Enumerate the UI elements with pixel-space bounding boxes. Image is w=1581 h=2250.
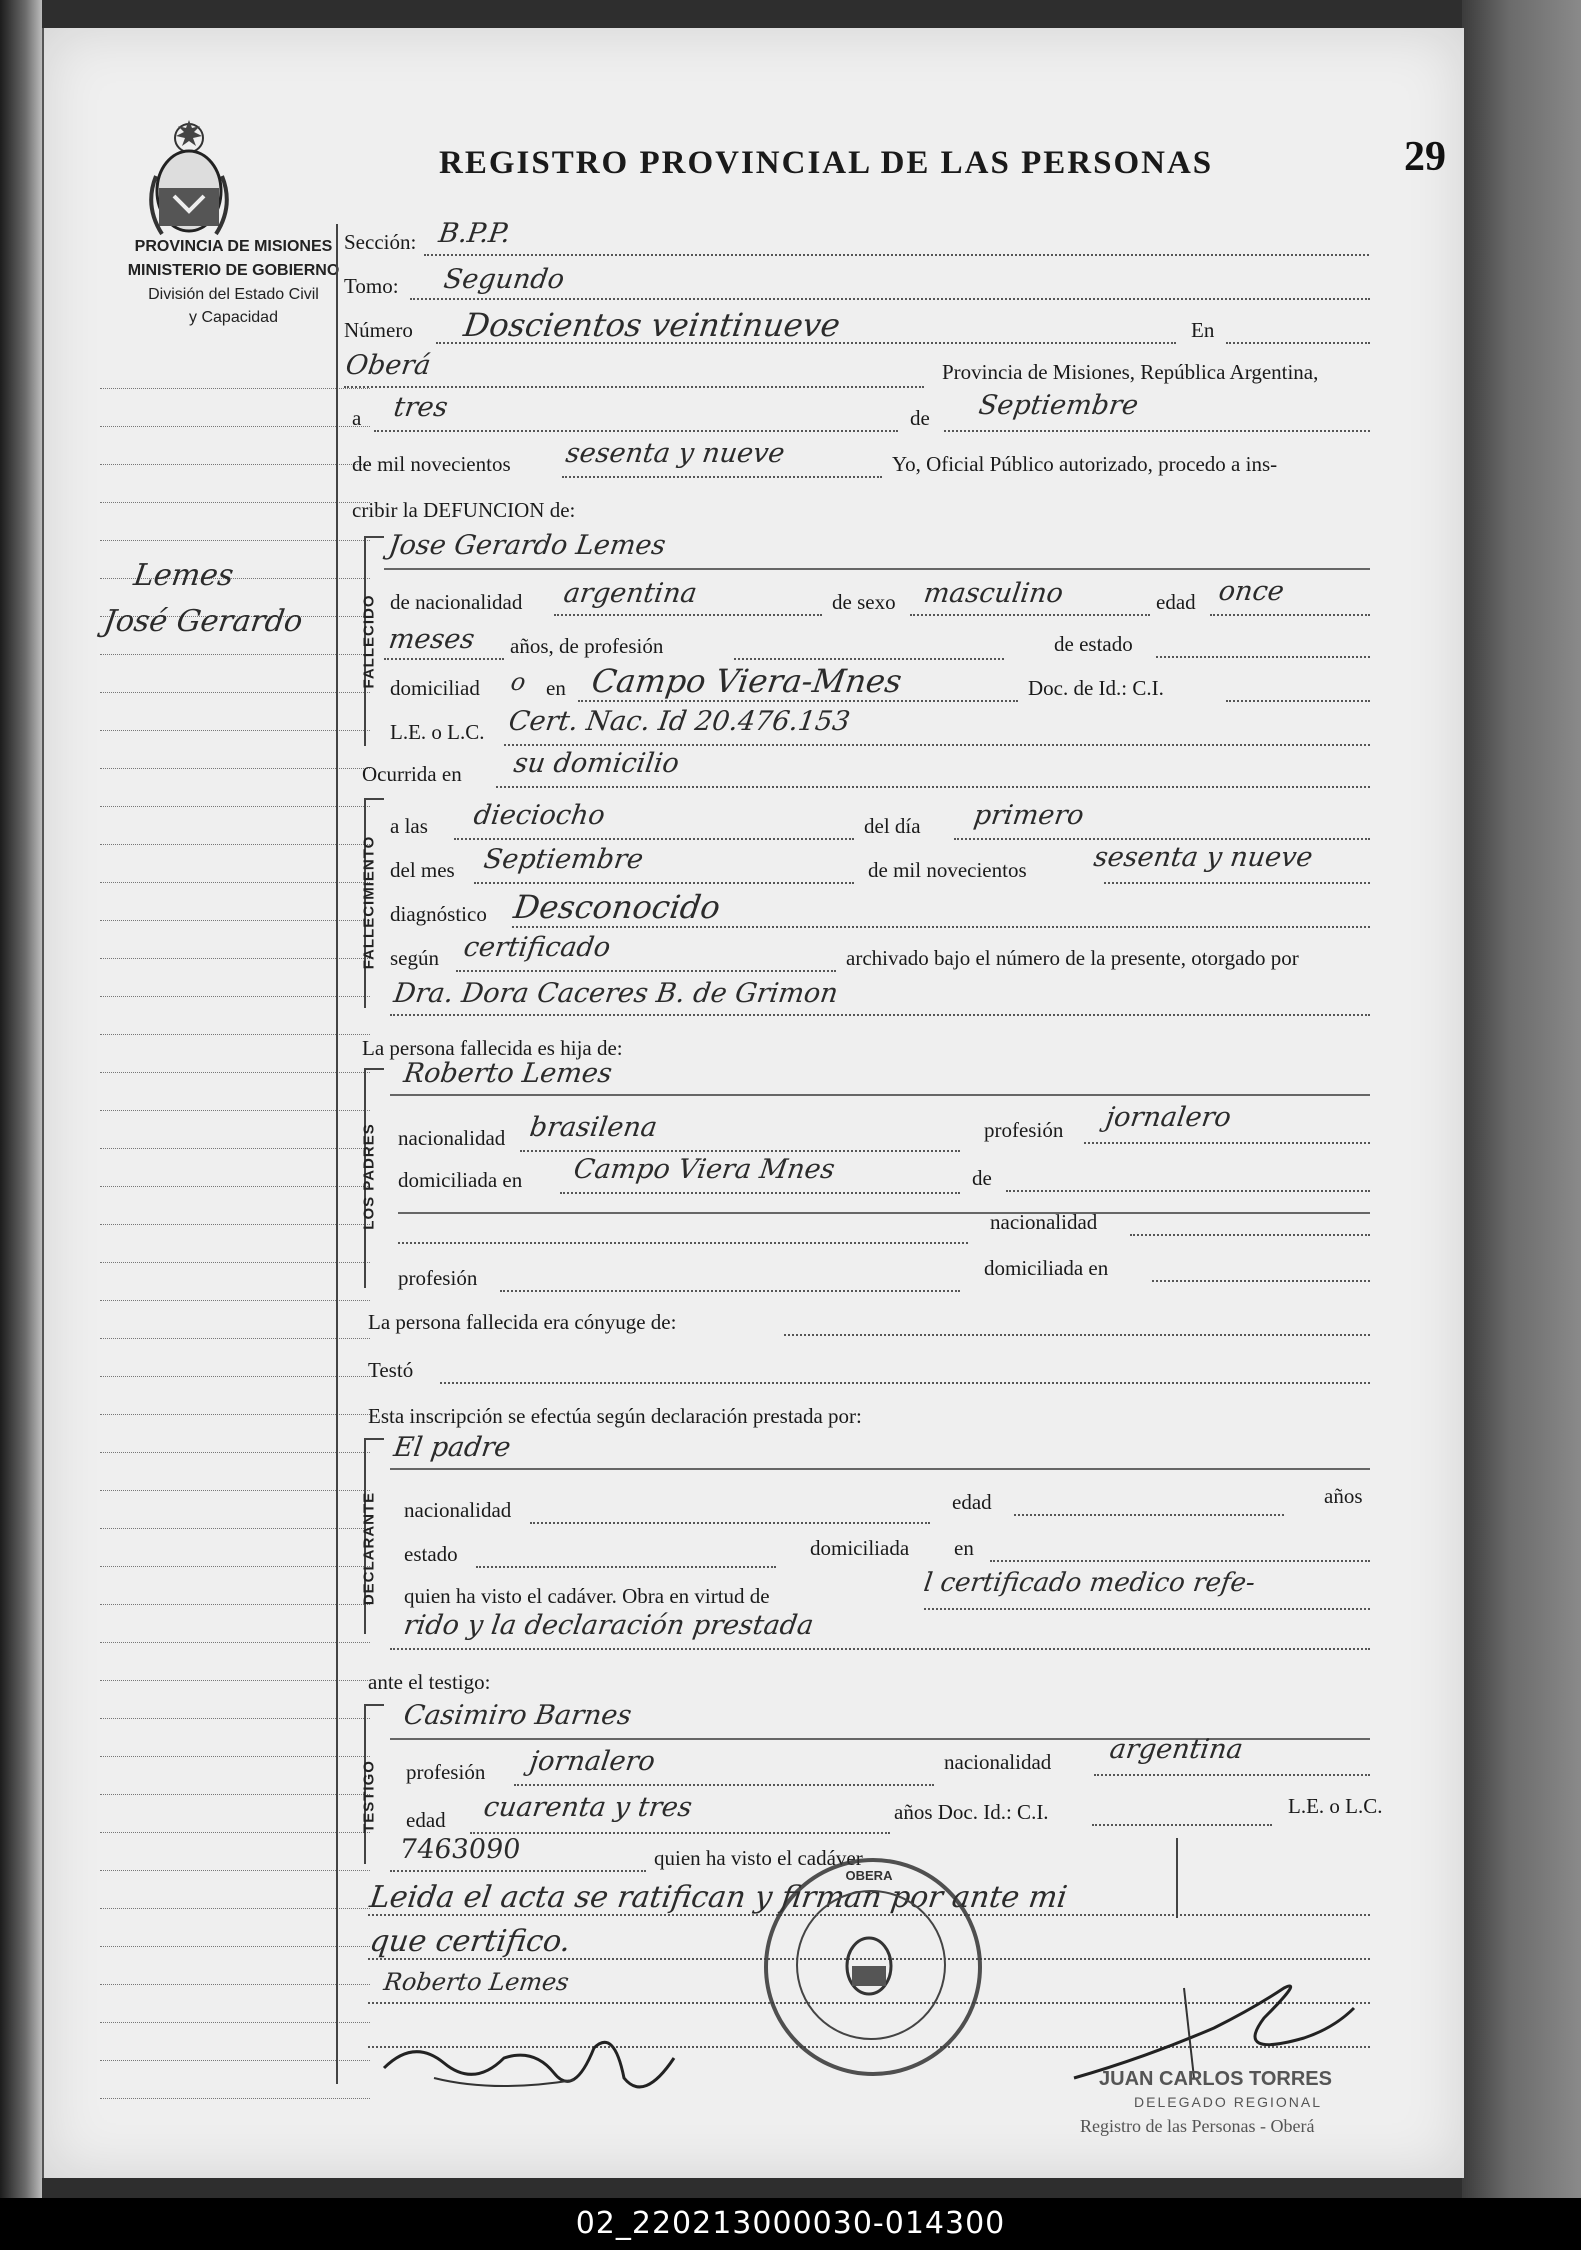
mes-value: Septiembre: [481, 844, 646, 875]
padres-nacionalidad-label: nacionalidad: [398, 1126, 506, 1150]
declarante-domiciliada-label: domiciliada: [810, 1536, 910, 1560]
declaracion-label: Esta inscripción se efectúa según declaración prestada por:: [368, 1404, 862, 1428]
form-left-border: [336, 224, 338, 2084]
virtud-value-line1: l certificado medico refe-: [921, 1568, 1257, 1598]
domicilio-en-label: en: [546, 676, 566, 700]
inscribir-text: cribir la DEFUNCION de:: [352, 498, 576, 522]
father-name: Roberto Lemes: [401, 1058, 614, 1089]
a-las-value: dieciocho: [471, 800, 607, 831]
de-label: de: [910, 406, 930, 430]
testigo-edad-label: edad: [406, 1808, 446, 1832]
image-id-label: 02_220213000030-014300: [575, 2206, 1006, 2241]
ministry-name: MINISTERIO DE GOBIERNO: [127, 262, 340, 279]
margin-surname: Lemes: [131, 558, 236, 593]
doctor-value: Dra. Dora Caceres B. de Grimon: [391, 978, 840, 1009]
hija-de-label: La persona fallecida es hija de:: [362, 1036, 623, 1060]
padres-nacionalidad2-label: nacionalidad: [990, 1210, 1098, 1234]
division-line-1: División del Estado Civil: [148, 286, 319, 303]
deceased-name: Jose Gerardo Lemes: [386, 530, 668, 561]
closing-line-2: que certifico.: [367, 1924, 573, 1959]
document-page: [42, 28, 1464, 2178]
padres-profesion-label: profesión: [984, 1118, 1064, 1142]
fallecimiento-section-label: FALLECIMIENTO: [360, 835, 378, 970]
testigo-name: Casimiro Barnes: [401, 1700, 634, 1731]
edad-label: edad: [1156, 590, 1196, 614]
ante-testigo-label: ante el testigo:: [368, 1670, 491, 1694]
left-page-edge: [0, 0, 42, 2198]
coat-of-arms-icon: [144, 116, 234, 246]
seal-text: OBERA: [845, 1868, 893, 1883]
fallecimiento-year-label: de mil novecientos: [868, 858, 1027, 882]
en-label: En: [1191, 318, 1215, 342]
a-label: a: [352, 406, 362, 430]
padres-section-label: LOS PADRES: [360, 1123, 378, 1230]
declarante-edad-label: edad: [952, 1490, 992, 1514]
declarant-signature: [374, 2018, 734, 2108]
declarante-section-label: DECLARANTE: [360, 1491, 378, 1606]
testigo-nacionalidad-label: nacionalidad: [944, 1750, 1052, 1774]
ocurrida-value: su domicilio: [511, 748, 682, 779]
testigo-profesion-label: profesión: [406, 1760, 486, 1784]
domiciliado-label: domiciliad: [390, 676, 480, 700]
testigo-doc-value: 7463090: [397, 1834, 523, 1865]
le-lc-value: Cert. Nac. Id 20.476.153: [506, 706, 852, 737]
testigo-section-label: TESTIGO: [360, 1760, 378, 1833]
official-name: JUAN CARLOS TORRES: [1099, 2068, 1332, 2090]
tomo-label: Tomo:: [344, 274, 399, 298]
anos-profesion-label: años, de profesión: [510, 634, 664, 658]
year-label: de mil novecientos: [352, 452, 511, 476]
official-title: DELEGADO REGIONAL: [1134, 2094, 1323, 2110]
estado-label: de estado: [1054, 632, 1133, 656]
testo-label: Testó: [368, 1358, 414, 1382]
province-name: PROVINCIA DE MISIONES: [134, 238, 333, 255]
page-number: 29: [1404, 134, 1446, 180]
tomo-value: Segundo: [441, 264, 567, 295]
doc-id-label: Doc. de Id.: C.I.: [1028, 676, 1164, 700]
declarante-nacionalidad-label: nacionalidad: [404, 1498, 512, 1522]
domiciliado-suffix: o: [509, 668, 528, 696]
fallecimiento-year-value: sesenta y nueve: [1091, 842, 1315, 873]
testigo-anos-doc-label: años Doc. Id.: C.I.: [894, 1800, 1049, 1824]
segun-label: según: [390, 946, 439, 970]
place-value: Oberá: [343, 350, 433, 381]
official-office: Registro de las Personas - Oberá: [1080, 2116, 1315, 2136]
padres-domiciliada2-label: domiciliada en: [984, 1256, 1109, 1280]
provincia-text: Provincia de Misiones, República Argentina,: [942, 360, 1319, 384]
division-line-2: y Capacidad: [189, 309, 278, 326]
domicilio-value: Campo Viera-Mnes: [589, 662, 905, 700]
numero-value: Doscientos veintinueve: [461, 306, 843, 344]
padres-profesion2-label: profesión: [398, 1266, 478, 1290]
seccion-label: Sección:: [344, 230, 417, 254]
archivado-text: archivado bajo el número de la presente, otorgado por: [846, 946, 1299, 970]
quien-ha-visto-text: quien ha visto el cadáver. Obra en virtud de: [404, 1584, 770, 1608]
margin-given-names: José Gerardo: [101, 604, 305, 639]
nacionalidad-value: argentina: [561, 578, 699, 609]
conyuge-label: La persona fallecida era cónyuge de:: [368, 1310, 677, 1334]
testigo-profesion-value: jornalero: [527, 1746, 657, 1777]
a-las-label: a las: [390, 814, 428, 838]
le-lc-label: L.E. o L.C.: [390, 720, 485, 744]
day-value: tres: [391, 392, 450, 423]
closing-line-1: Leida el acta se ratifican y firman por ante mi: [367, 1880, 1070, 1915]
seccion-value: B.P.P.: [436, 218, 513, 249]
book-spine: [1462, 0, 1581, 2198]
month-value: Septiembre: [976, 390, 1141, 421]
sexo-label: de sexo: [832, 590, 896, 614]
edad-value: once: [1216, 576, 1286, 607]
testigo-quien-text: quien ha visto el cadáver: [654, 1846, 863, 1870]
diagnostico-value: Desconocido: [511, 888, 723, 926]
testigo-le-label: L.E. o L.C.: [1288, 1794, 1383, 1818]
dia-value: primero: [971, 800, 1086, 831]
padres-de-label: de: [972, 1166, 992, 1190]
declarante-estado-label: estado: [404, 1542, 458, 1566]
fallecido-section-label: FALLECIDO: [360, 594, 378, 689]
year-value: sesenta y nueve: [563, 438, 787, 469]
numero-label: Número: [344, 318, 413, 342]
signer-name: Roberto Lemes: [382, 1968, 571, 1996]
seal-emblem-icon: [834, 1928, 904, 1998]
document-title: REGISTRO PROVINCIAL DE LAS PERSONAS: [439, 145, 1214, 181]
padres-domicilio-value: Campo Viera Mnes: [571, 1154, 837, 1185]
signature-stroke: [1176, 1838, 1178, 1918]
testigo-nacionalidad-value: argentina: [1107, 1734, 1245, 1765]
padres-domiciliada-label: domiciliada en: [398, 1168, 523, 1192]
padres-nacionalidad-value: brasilena: [527, 1112, 660, 1143]
sexo-value: masculino: [921, 578, 1066, 609]
diagnostico-label: diagnóstico: [390, 902, 487, 926]
ocurrida-label: Ocurrida en: [362, 762, 462, 786]
declarante-name: El padre: [391, 1432, 513, 1463]
virtud-value-line2: rido y la declaración prestada: [401, 1610, 816, 1641]
declarante-anos-label: años: [1324, 1484, 1363, 1508]
meses-value: meses: [386, 624, 477, 655]
dia-label: del día: [864, 814, 921, 838]
segun-value: certificado: [461, 932, 613, 963]
padres-profesion-value: jornalero: [1103, 1102, 1233, 1133]
nacionalidad-label: de nacionalidad: [390, 590, 523, 614]
mes-label: del mes: [390, 858, 455, 882]
declarante-en-label: en: [954, 1536, 974, 1560]
official-text: Yo, Oficial Público autorizado, procedo a ins-: [892, 452, 1278, 476]
testigo-edad-value: cuarenta y tres: [481, 1792, 695, 1823]
